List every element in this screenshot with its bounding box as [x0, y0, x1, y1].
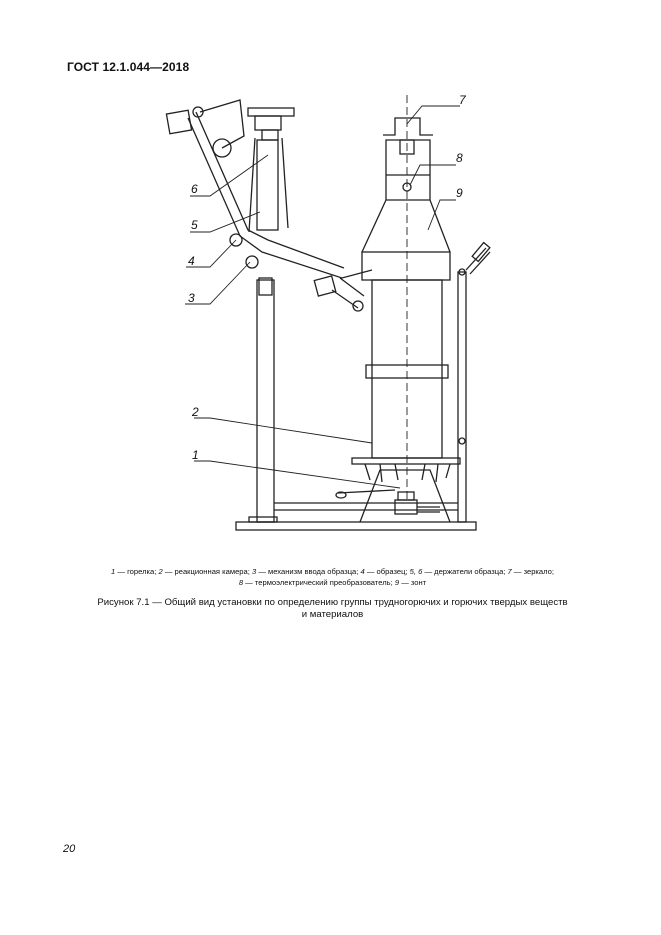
callout-7: 7 — [459, 93, 466, 107]
callout-8: 8 — [456, 151, 463, 165]
figure-caption — [60, 597, 605, 621]
callout-9: 9 — [456, 186, 463, 200]
legend-item: 5, 6 — держатели образца; — [409, 567, 508, 576]
callout-1: 1 — [192, 448, 199, 462]
base-plate — [236, 522, 476, 530]
legend-item: 3 — механизм ввода образца; — [251, 567, 361, 576]
figure-legend — [60, 566, 605, 588]
legend-item: 4 — образец; — [360, 567, 410, 576]
hood-collar — [362, 252, 450, 280]
legend-item: 1 — горелка; — [111, 567, 159, 576]
legend-item: 9 — зонт — [394, 578, 427, 587]
callout-2: 2 — [192, 405, 199, 419]
caption-line-1: Рисунок 7.1 — Общий вид установки по определению группы трудногорючих и горючих твердых веществ — [97, 597, 568, 608]
legend-item: 8 — термоэлектрический преобразователь; — [238, 578, 395, 587]
callout-6: 6 — [191, 182, 198, 196]
callout-4: 4 — [188, 254, 195, 268]
legend-item: 2 — реакционная камера; — [158, 567, 252, 576]
caption-line-2: и материалов — [301, 609, 364, 620]
callout-5: 5 — [191, 218, 198, 232]
sample-holder — [257, 140, 278, 230]
page-number: 20 — [63, 843, 76, 855]
callout-3: 3 — [188, 291, 195, 305]
legend-item: 7 — зеркало; — [507, 567, 554, 576]
left-stand — [257, 280, 274, 522]
document-header: ГОСТ 12.1.044—2018 — [67, 60, 190, 74]
right-stand — [458, 272, 466, 522]
